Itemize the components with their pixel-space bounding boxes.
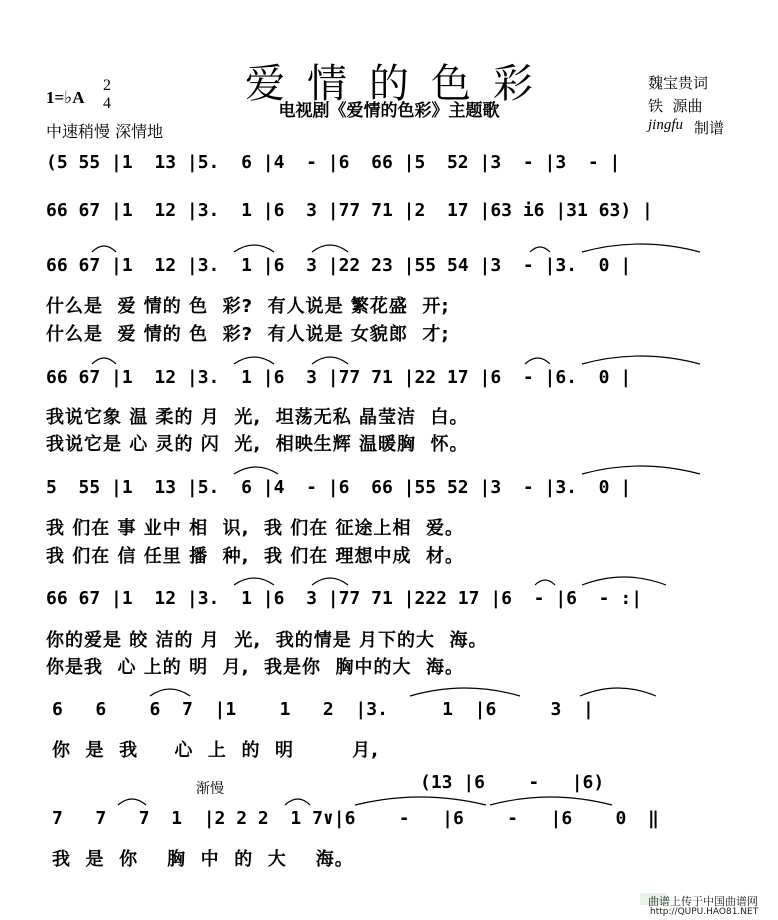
slur-mark [312,578,348,585]
score-line-8: 7 7 7 1 |2 2 2 1 7∨|6 - |6 - |6 0 ‖ [52,808,659,829]
lyric-line-4b: 我说它是 心 灵的 闪 光, 相映生辉 温暖胸 怀。 [46,434,469,455]
lyric-line-6a: 你的爱是 皎 洁的 月 光, 我的情是 月下的大 海。 [46,630,488,651]
tie-mark [490,797,612,805]
tie-mark [582,244,700,252]
tie-mark [234,357,274,364]
song-subtitle: 电视剧《爱情的色彩》主题歌 [278,101,500,121]
watermark-line-1: 曲谱上传于中国曲谱网 [648,895,758,908]
lyric-line-8: 我 是 你 胸 中 的 大 海。 [52,849,354,870]
slur-mark [312,357,348,364]
lyricist-credit: 魏宝贵词 [648,74,709,92]
tie-mark [582,466,700,474]
watermark-line-2: http://QUPU.HAO81.NET [650,907,759,917]
slur-mark [92,246,116,252]
tempo-marking: 中速稍慢 深情地 [46,122,164,141]
score-line-7: 6 6 6 7 |1 1 2 |3. 1 |6 3 | [52,699,594,720]
lyric-line-3a: 什么是 爱 情的 色 彩? 有人说是 繁花盛 开; [46,296,450,317]
slur-mark [525,358,550,364]
slur-mark [535,580,555,585]
lyric-line-5a: 我 们在 事 业中 相 识, 我 们在 征途上相 爱。 [46,518,465,539]
time-signature-top: 2 [103,77,111,94]
score-line-5: 5 55 |1 13 |5. 6 |4 - |6 66 |55 52 |3 - |3. 0 | [46,477,632,498]
slur-mark [530,247,550,252]
tie-mark [582,356,700,364]
lyric-line-3b: 什么是 爱 情的 色 彩? 有人说是 女貌郎 才; [46,324,450,345]
score-ending-prefix: (13 |6 - |6) [420,772,605,793]
slur-mark [285,799,310,805]
lyric-line-5b: 我 们在 信 任里 播 种, 我 们在 理想中成 材。 [46,546,465,567]
time-signature-bottom: 4 [103,95,111,112]
tie-mark [234,467,278,474]
slur-mark [92,358,116,364]
slur-mark [118,799,146,805]
tie-mark [234,245,274,252]
score-line-2: 66 67 |1 12 |3. 1 |6 3 |77 71 |2 17 |63 i6 |31 63) | [46,200,653,221]
slur-mark [580,688,656,696]
slur-mark [312,245,348,252]
score-line-4: 66 67 |1 12 |3. 1 |6 3 |77 71 |22 17 |6 - |6. 0 | [46,367,632,388]
tie-mark [410,688,520,696]
score-line-6: 66 67 |1 12 |3. 1 |6 3 |77 71 |222 17 |6 - |6 - :| [46,588,643,609]
song-title: 爱情的色彩 [245,61,555,106]
transcriber-suffix: 制谱 [694,119,725,137]
tie-mark [355,797,486,805]
transcriber-name: jingfu [648,117,684,133]
lyric-line-4a: 我说它象 温 柔的 月 光, 坦荡无私 晶莹洁 白。 [46,407,469,428]
lyric-line-7: 你 是 我 心 上 的 明 月, [52,740,379,761]
tie-mark [234,578,274,585]
slur-mark [150,689,190,696]
score-line-1: (5 55 |1 13 |5. 6 |4 - |6 66 |5 52 |3 - |3 - | [46,152,621,173]
tie-mark [582,577,666,585]
composer-credit: 铁 源曲 [648,97,703,115]
key-signature: 1=♭A [46,88,85,107]
score-line-3: 66 67 |1 12 |3. 1 |6 3 |22 23 |55 54 |3 - |3. 0 | [46,255,632,276]
tempo-change-marking: 渐慢 [196,781,224,797]
lyric-line-6b: 你是我 心 上的 明 月, 我是你 胸中的大 海。 [46,657,465,678]
